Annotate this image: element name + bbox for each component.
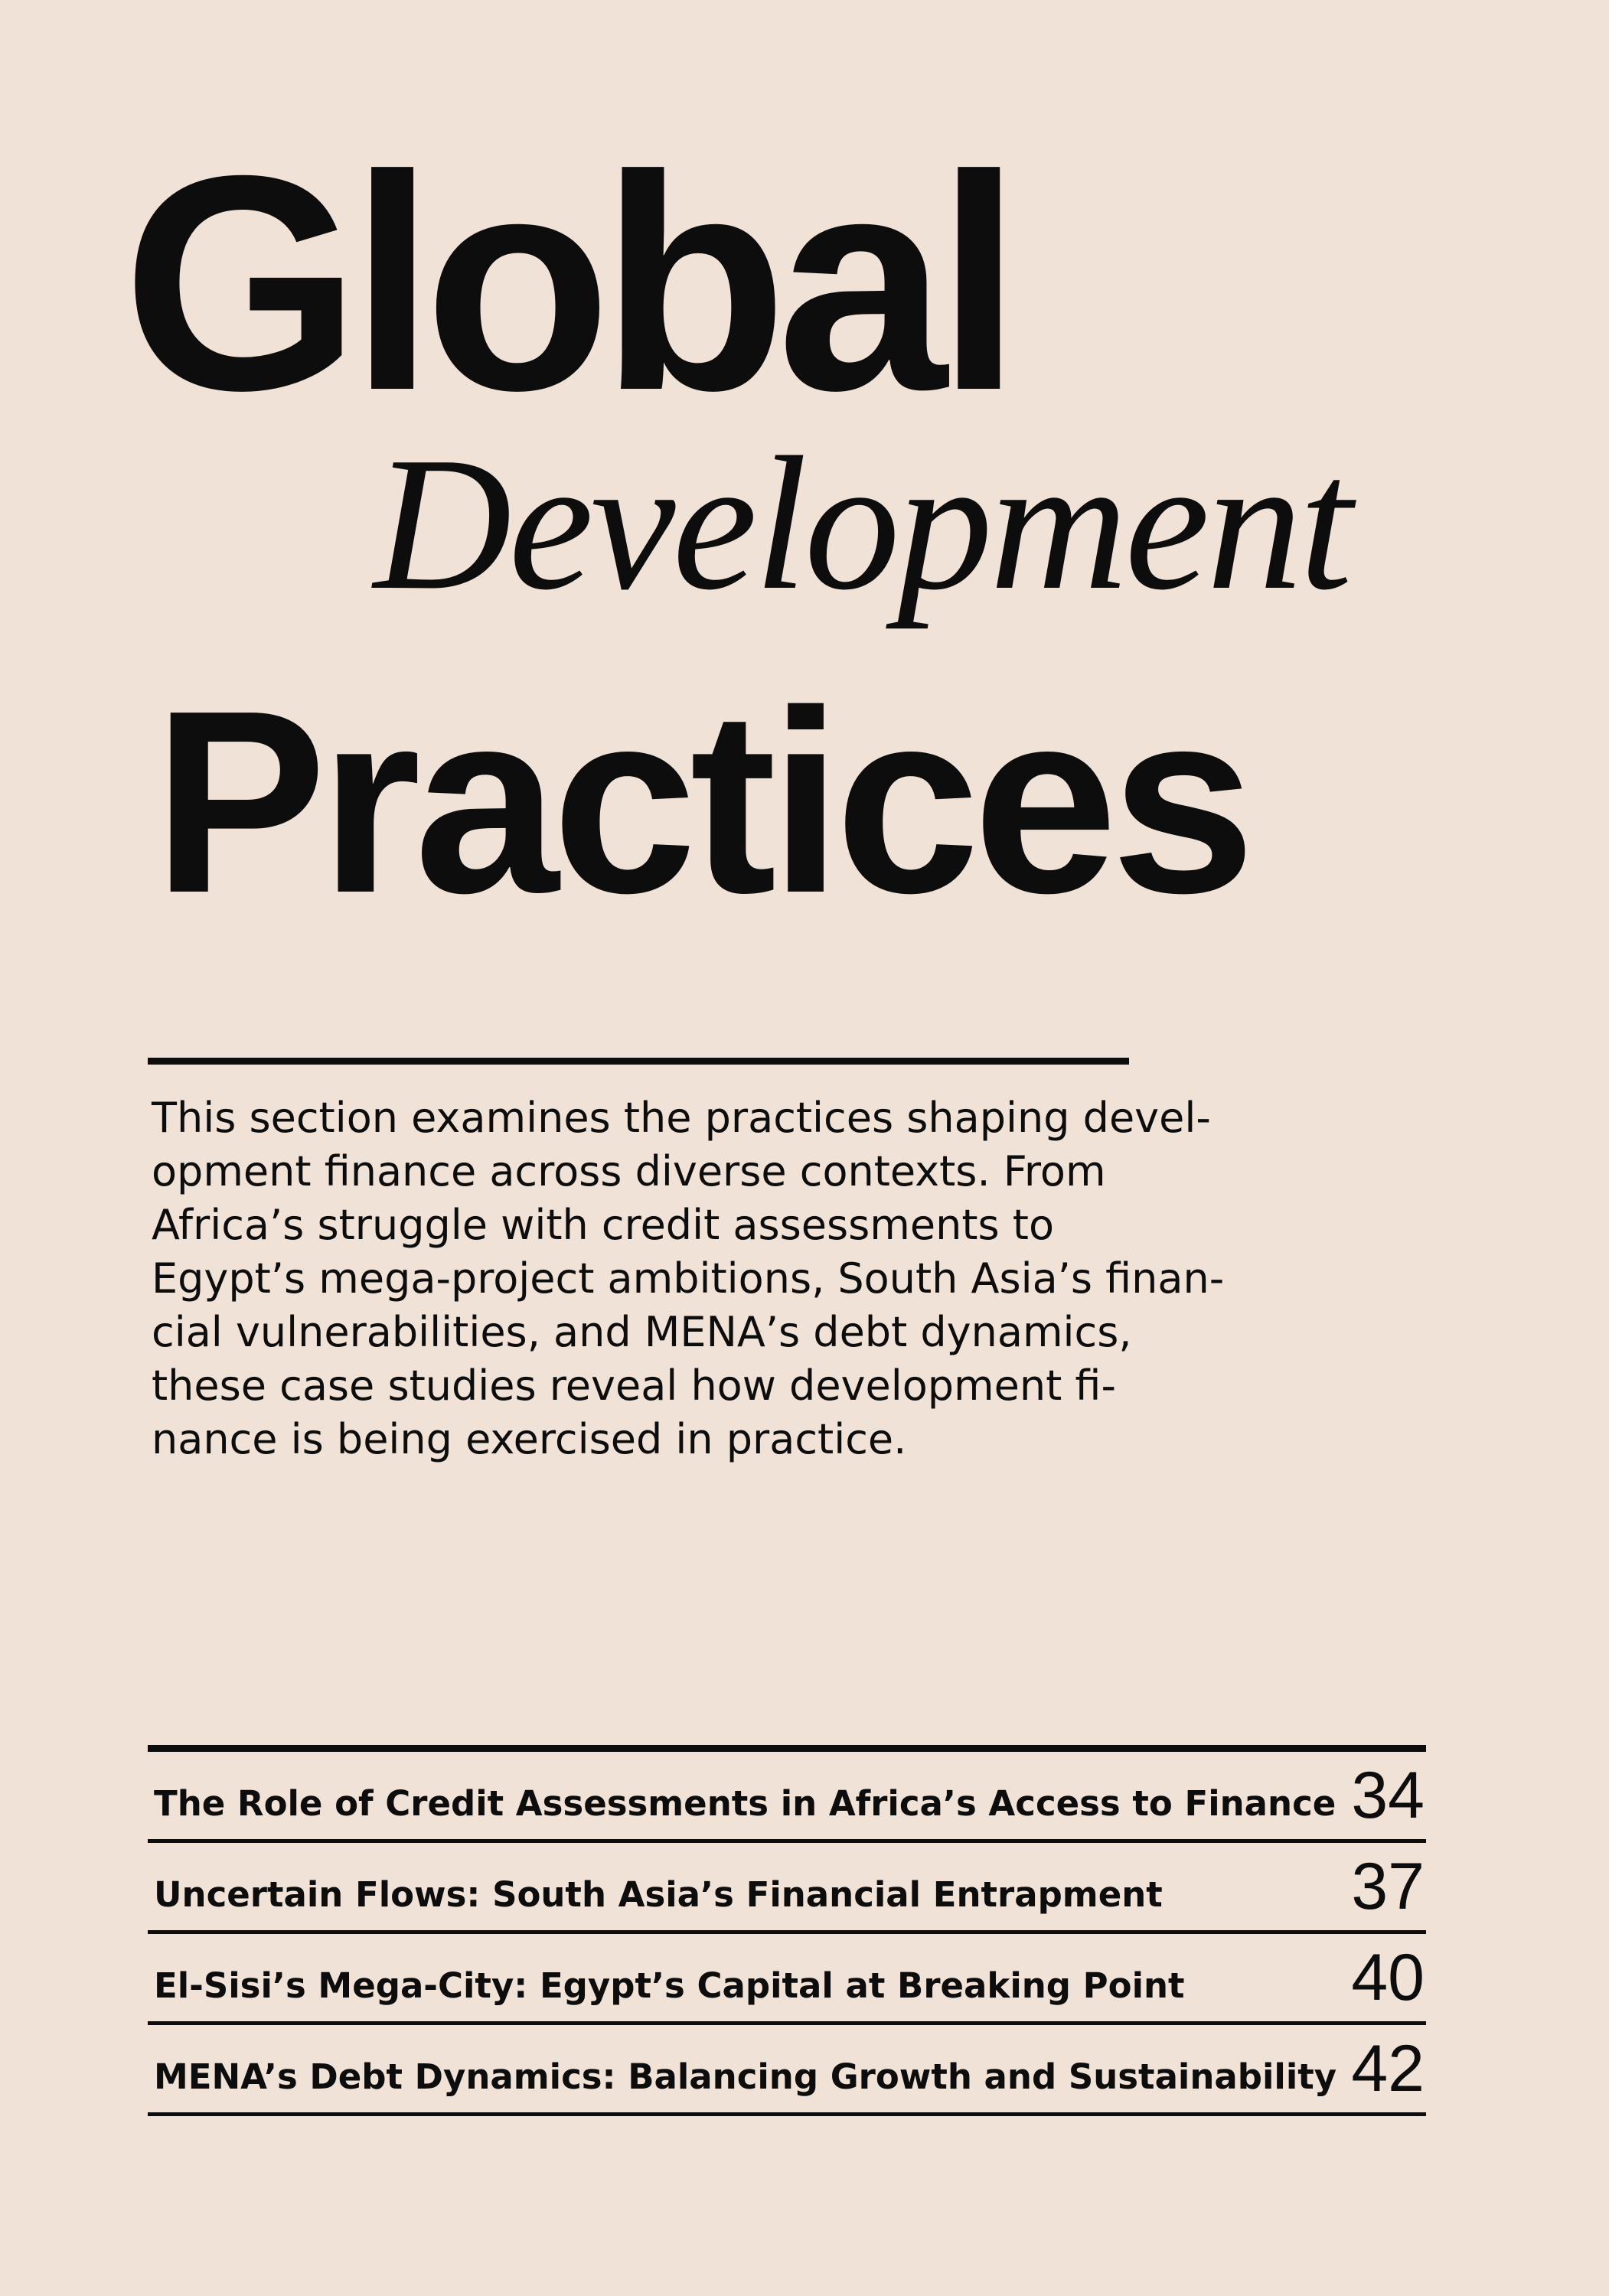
intro-line: nance is being exercised in practice. bbox=[152, 1415, 907, 1463]
intro-line: these case studies reveal how development fi- bbox=[152, 1362, 1116, 1410]
toc-entry-title: MENA’s Debt Dynamics: Balancing Growth and Sustainability bbox=[154, 2056, 1337, 2097]
table-of-contents bbox=[148, 1745, 1426, 2116]
intro-divider bbox=[148, 1058, 1129, 1065]
toc-entry-title: The Role of Credit Assessments in Africa’s Access to Finance bbox=[154, 1783, 1336, 1824]
toc-entry-page-number: 40 bbox=[1351, 1941, 1425, 2014]
intro-paragraph bbox=[152, 1091, 1225, 1466]
toc-entry-south-asia[interactable] bbox=[148, 1843, 1426, 1934]
intro-line: This section examines the practices shaping devel- bbox=[152, 1094, 1211, 1142]
intro-line: opment finance across diverse contexts. From bbox=[152, 1147, 1106, 1195]
toc-entry-page-number: 42 bbox=[1351, 2032, 1425, 2105]
toc-entry-page-number: 37 bbox=[1351, 1850, 1425, 1923]
toc-entry-page-number: 34 bbox=[1351, 1759, 1425, 1832]
toc-entry-title: El-Sisi’s Mega-City: Egypt’s Capital at Breaking Point bbox=[154, 1965, 1185, 2006]
toc-entry-egypt-capital[interactable] bbox=[148, 1934, 1426, 2025]
title-practices: Practices bbox=[153, 657, 1249, 947]
toc-entry-mena-debt[interactable] bbox=[148, 2025, 1426, 2116]
title-global: Global bbox=[122, 112, 1011, 454]
toc-entry-title: Uncertain Flows: South Asia’s Financial Entrapment bbox=[154, 1874, 1163, 1915]
intro-line: Egypt’s mega-project ambitions, South Asia’s finan- bbox=[152, 1254, 1225, 1303]
intro-line: Africa’s struggle with credit assessments to bbox=[152, 1201, 1055, 1249]
title-development: Development bbox=[374, 418, 1350, 630]
toc-entry-credit-assessments[interactable] bbox=[148, 1752, 1426, 1843]
intro-line: cial vulnerabilities, and MENA’s debt dynamics, bbox=[152, 1308, 1132, 1356]
toc-top-divider bbox=[148, 1745, 1426, 1752]
